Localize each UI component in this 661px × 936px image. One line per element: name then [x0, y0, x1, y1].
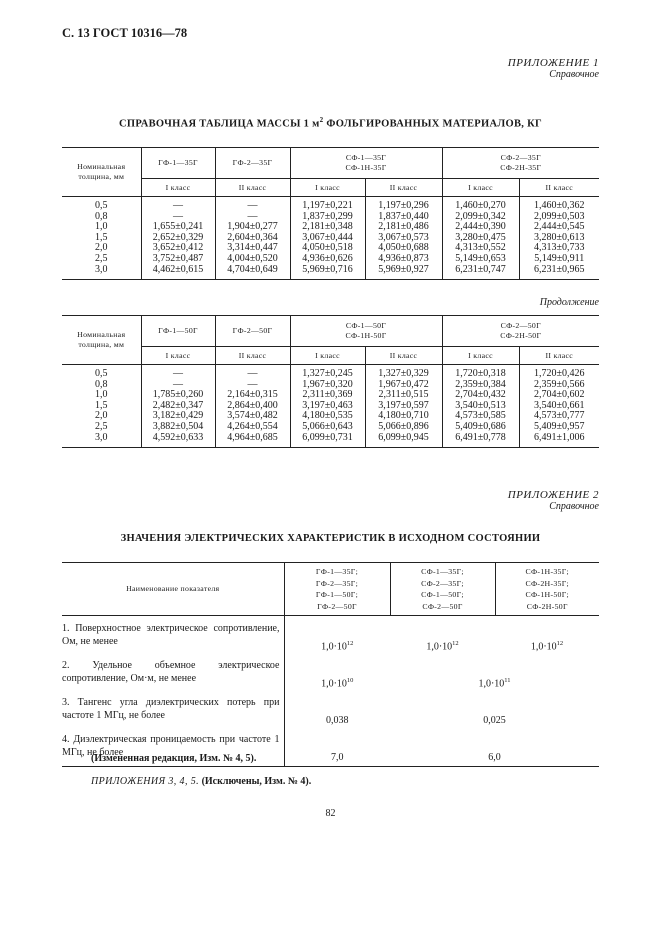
mass-cell: — — [141, 212, 215, 223]
mass-cell: 4,004±0,520 — [215, 254, 290, 265]
mass-table-35 — [62, 147, 599, 280]
mass-cell: 5,066±0,643 — [290, 422, 365, 433]
mass-cell: 5,149±0,653 — [442, 254, 519, 265]
mass-cell: 2,704±0,432 — [442, 390, 519, 401]
mass-cell: 3,882±0,504 — [141, 422, 215, 433]
excluded-note — [91, 776, 311, 787]
appendix-1-label — [508, 58, 599, 80]
thickness-cell: 3,0 — [62, 433, 141, 448]
class-header: II класс — [365, 179, 442, 197]
indicator-name-header: Наименование показателя — [62, 563, 284, 616]
mass-cell: 1,837±0,299 — [290, 212, 365, 223]
mass-cell: 5,969±0,927 — [365, 265, 442, 280]
mass-cell: 1,655±0,241 — [141, 222, 215, 233]
mass-cell: 5,409±0,686 — [442, 422, 519, 433]
table-row — [62, 265, 599, 280]
mass-cell: 3,197±0,597 — [365, 401, 442, 412]
mass-cell: 1,197±0,296 — [365, 197, 442, 212]
mass-cell: 3,314±0,447 — [215, 243, 290, 254]
continuation-label: Продолжение — [539, 297, 599, 308]
mass-cell: 3,197±0,463 — [290, 401, 365, 412]
thickness-cell: 2,5 — [95, 420, 108, 432]
mass-cell: 1,197±0,221 — [290, 197, 365, 212]
material-group-header: СФ-1—35Г; СФ-2—35Г; СФ-1—50Г; СФ-2—50Г — [390, 563, 495, 616]
mass-cell: 1,327±0,245 — [290, 365, 365, 380]
material-header: СФ-2—50Г СФ-2Н-50Г — [442, 316, 599, 347]
mass-cell: 3,574±0,482 — [215, 411, 290, 422]
mass-cell: 3,540±0,513 — [442, 401, 519, 412]
mass-cell: — — [215, 212, 290, 223]
table-1-title-sup: 2 — [319, 116, 324, 124]
appendix-1-subtitle: Справочное — [549, 69, 599, 80]
mass-cell: 5,149±0,911 — [519, 254, 599, 265]
mass-cell: 6,231±0,747 — [442, 265, 519, 280]
mass-cell: 2,482±0,347 — [141, 401, 215, 412]
thickness-cell: 1,5 — [95, 231, 108, 243]
mass-cell: 1,967±0,320 — [290, 380, 365, 391]
class-header: I класс — [442, 347, 519, 365]
thickness-cell: 0,5 — [95, 368, 108, 379]
material-header: ГФ-2—35Г — [215, 148, 290, 179]
indicator-value: $1,0\cdot 10^{12}$ — [426, 639, 459, 652]
mass-cell: 2,359±0,384 — [442, 380, 519, 391]
nominal-thickness-header: Номинальная толщина, мм — [62, 316, 141, 365]
mass-cell: 3,752±0,487 — [141, 254, 215, 265]
table-row — [62, 197, 599, 212]
table-row — [62, 433, 599, 448]
table-row — [62, 422, 599, 433]
thickness-cell: 3,0 — [62, 265, 141, 280]
mass-cell: 1,785±0,260 — [141, 390, 215, 401]
mass-cell: 5,969±0,716 — [290, 265, 365, 280]
mass-cell: 3,540±0,661 — [519, 401, 599, 412]
mass-cell: 6,099±0,945 — [365, 433, 442, 448]
mass-cell: 4,462±0,615 — [141, 265, 215, 280]
mass-cell: 4,573±0,777 — [519, 411, 599, 422]
indicator-name: 4. Диэлектрическая проницаемость при частоте 1 МГц, не более — [62, 729, 284, 767]
table-3-title: ЗНАЧЕНИЯ ЭЛЕКТРИЧЕСКИХ ХАРАКТЕРИСТИК В ИСХОДНОМ СОСТОЯНИИ — [120, 533, 541, 544]
table-row — [62, 365, 599, 380]
indicator-value: 0,038 — [284, 692, 390, 729]
mass-cell: 2,604±0,364 — [215, 233, 290, 244]
mass-cell: 2,181±0,348 — [290, 222, 365, 233]
table-1-title-pre: СПРАВОЧНАЯ ТАБЛИЦА МАССЫ 1 м — [118, 118, 320, 130]
material-header: СФ-1—50Г СФ-1Н-50Г — [290, 316, 442, 347]
page-number: 82 — [325, 808, 336, 819]
nominal-thickness-header: Номинальная толщина, мм — [62, 148, 141, 197]
page-header: С. 13 ГОСТ 10316—78 — [62, 26, 188, 40]
appendix-2-label — [508, 490, 599, 512]
mass-cell: 6,491±0,778 — [442, 433, 519, 448]
mass-cell: 1,837±0,440 — [365, 212, 442, 223]
thickness-cell: 2,0 — [95, 242, 108, 254]
mass-cell: 4,592±0,633 — [141, 433, 215, 448]
mass-cell: 1,904±0,277 — [215, 222, 290, 233]
table-1-title — [62, 116, 599, 130]
material-group-header: СФ-1Н-35Г; СФ-2Н-35Г; СФ-1Н-50Г; СФ-2Н-50Г — [495, 563, 599, 616]
mass-table-50 — [62, 315, 599, 448]
mass-cell: 1,967±0,472 — [365, 380, 442, 391]
table-row — [62, 254, 599, 265]
appendix-2-subtitle: Справочное — [549, 501, 599, 512]
mass-cell: 2,311±0,515 — [365, 390, 442, 401]
excluded-note-status: (Исключены, Изм. № 4). — [199, 776, 312, 787]
class-header: II класс — [215, 347, 290, 365]
class-header: I класс — [141, 347, 215, 365]
mass-cell: 3,182±0,429 — [141, 411, 215, 422]
class-header: I класс — [290, 179, 365, 197]
thickness-cell: 1,5 — [95, 399, 108, 411]
material-header: ГФ-1—50Г — [141, 316, 215, 347]
mass-cell: 4,573±0,585 — [442, 411, 519, 422]
electrical-characteristics-table — [62, 562, 599, 767]
indicator-name: 3. Тангенс угла диэлектрических потерь при частоте 1 МГц, не более — [62, 697, 280, 721]
mass-cell: 2,099±0,342 — [442, 212, 519, 223]
mass-cell: 2,864±0,400 — [215, 401, 290, 412]
material-header: СФ-2—35Г СФ-2Н-35Г — [442, 148, 599, 179]
material-header: ГФ-2—50Г — [215, 316, 290, 347]
material-header: ГФ-1—35Г — [141, 148, 215, 179]
mass-cell: 2,444±0,390 — [442, 222, 519, 233]
material-group-header: ГФ-1—35Г; ГФ-2—35Г; ГФ-1—50Г; ГФ-2—50Г — [284, 563, 390, 616]
mass-cell: 2,164±0,315 — [215, 390, 290, 401]
class-header: II класс — [519, 347, 599, 365]
mass-cell: 1,327±0,329 — [365, 365, 442, 380]
mass-cell: 5,409±0,957 — [519, 422, 599, 433]
mass-cell: 4,050±0,518 — [290, 243, 365, 254]
mass-cell: 4,313±0,733 — [519, 243, 599, 254]
mass-cell: 2,181±0,486 — [365, 222, 442, 233]
mass-cell: 2,704±0,602 — [519, 390, 599, 401]
mass-cell: 1,720±0,426 — [519, 365, 599, 380]
mass-cell: 4,704±0,649 — [215, 265, 290, 280]
indicator-value: $1,0\cdot 10^{12}$ — [530, 639, 564, 652]
mass-cell: 1,460±0,362 — [519, 197, 599, 212]
mass-cell: 6,491±1,006 — [519, 433, 599, 448]
appendix-1-title: ПРИЛОЖЕНИЕ 1 — [507, 57, 599, 69]
mass-cell: 3,652±0,412 — [141, 243, 215, 254]
mass-cell: 3,280±0,475 — [442, 233, 519, 244]
mass-cell: 6,099±0,731 — [290, 433, 365, 448]
mass-cell: 5,066±0,896 — [365, 422, 442, 433]
mass-cell: 1,460±0,270 — [442, 197, 519, 212]
class-header: I класс — [290, 347, 365, 365]
mass-cell: 3,280±0,613 — [519, 233, 599, 244]
edition-note: (Измененная редакция, Изм. № 4, 5). — [91, 753, 257, 764]
mass-cell: 4,936±0,626 — [290, 254, 365, 265]
indicator-value: 6,0 — [390, 729, 599, 767]
mass-cell: 4,050±0,688 — [365, 243, 442, 254]
mass-cell: 2,652±0,329 — [141, 233, 215, 244]
thickness-cell: 0,5 — [95, 200, 108, 211]
mass-cell: 4,313±0,552 — [442, 243, 519, 254]
excluded-note-appendices: ПРИЛОЖЕНИЯ 3, 4, 5. — [91, 776, 200, 787]
mass-cell: 3,067±0,444 — [290, 233, 365, 244]
mass-cell: — — [141, 197, 215, 212]
mass-cell: 2,359±0,566 — [519, 380, 599, 391]
indicator-value: $1,0\cdot 10^{10}$ — [284, 655, 390, 692]
mass-cell: 2,311±0,369 — [290, 390, 365, 401]
mass-cell: — — [215, 380, 290, 391]
mass-cell: — — [141, 365, 215, 380]
indicator-value: $1,0\cdot 10^{11}$ — [478, 676, 511, 689]
class-header: I класс — [141, 179, 215, 197]
thickness-cell: 1,0 — [95, 221, 108, 233]
thickness-cell: 2,5 — [95, 252, 108, 264]
mass-cell: 2,444±0,545 — [519, 222, 599, 233]
mass-cell: 2,099±0,503 — [519, 212, 599, 223]
indicator-value: 7,0 — [284, 729, 390, 767]
indicator-value: $1,0\cdot 10^{12}$ — [284, 616, 390, 656]
mass-cell: 3,067±0,573 — [365, 233, 442, 244]
thickness-cell: 1,0 — [95, 389, 108, 401]
class-header: II класс — [519, 179, 599, 197]
indicator-name: 1. Поверхностное электрическое сопротивление, Ом, не менее — [62, 623, 280, 647]
material-header: СФ-1—35Г СФ-1Н-35Г — [290, 148, 442, 179]
mass-cell: — — [215, 197, 290, 212]
mass-cell: 6,231±0,965 — [519, 265, 599, 280]
table-1-title-post: ФОЛЬГИРОВАННЫХ МАТЕРИАЛОВ, КГ — [323, 118, 542, 130]
thickness-cell: 0,8 — [95, 210, 108, 222]
indicator-value: 0,025 — [483, 715, 506, 726]
appendix-2-title: ПРИЛОЖЕНИЕ 2 — [507, 489, 599, 501]
class-header: I класс — [442, 179, 519, 197]
mass-cell: 4,964±0,685 — [215, 433, 290, 448]
mass-cell: 4,180±0,710 — [365, 411, 442, 422]
mass-cell: 4,180±0,535 — [290, 411, 365, 422]
mass-cell: — — [215, 365, 290, 380]
thickness-cell: 2,0 — [95, 410, 108, 422]
mass-cell: 4,264±0,554 — [215, 422, 290, 433]
thickness-cell: 0,8 — [95, 378, 108, 390]
mass-cell: 4,936±0,873 — [365, 254, 442, 265]
class-header: II класс — [365, 347, 442, 365]
indicator-name: 2. Удельное объемное электрическое сопротивление, Ом·м, не менее — [62, 660, 280, 684]
mass-cell: 1,720±0,318 — [442, 365, 519, 380]
mass-cell: — — [141, 380, 215, 391]
class-header: II класс — [215, 179, 290, 197]
